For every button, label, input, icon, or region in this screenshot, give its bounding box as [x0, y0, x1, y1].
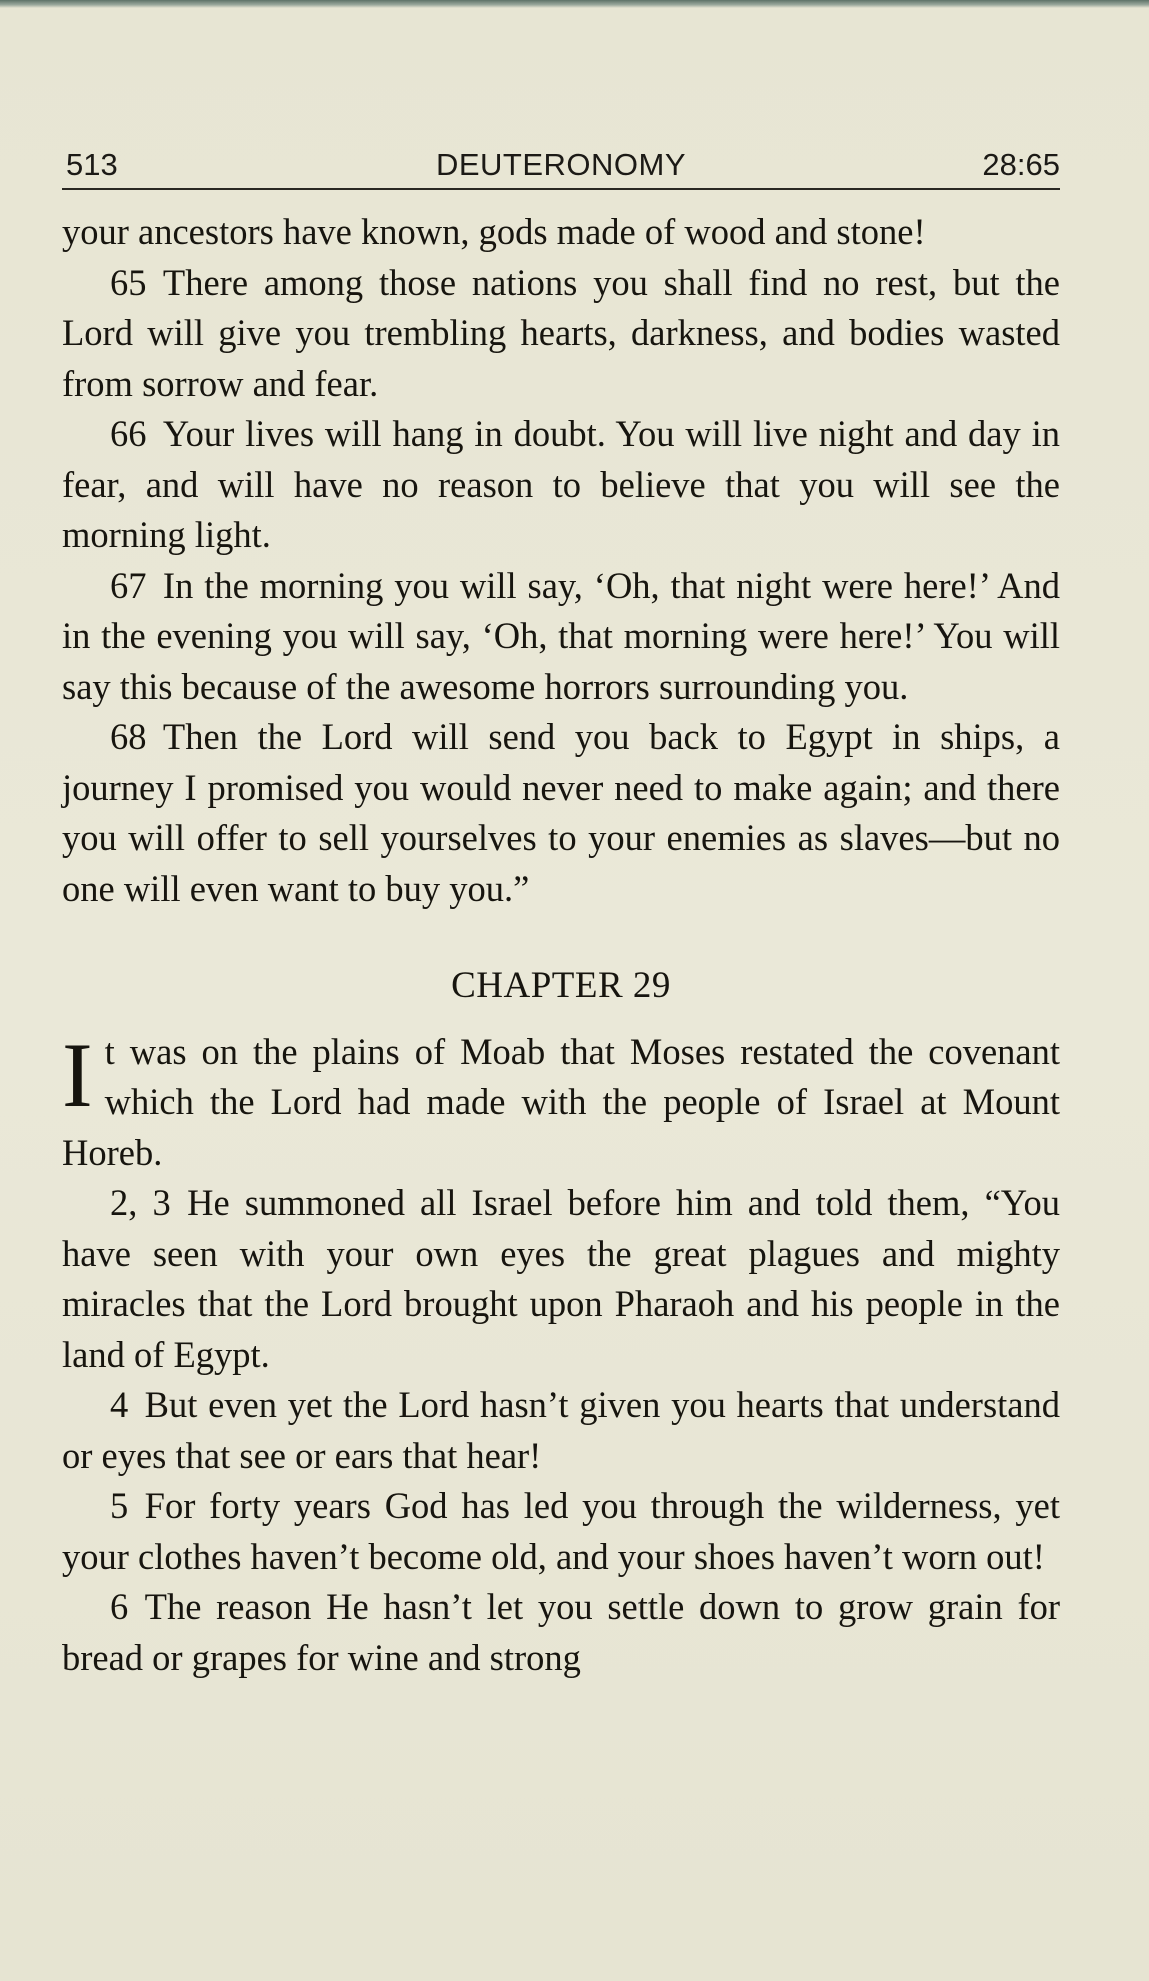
verse-68 — [62, 712, 1060, 914]
verse-2-3 — [62, 1178, 1060, 1380]
drop-cap: I — [62, 1023, 93, 1126]
chapter-heading: CHAPTER 29 — [451, 965, 671, 1006]
verse-67 — [62, 561, 1060, 713]
running-header — [62, 144, 1060, 186]
book-title: DEUTERONOMY — [435, 147, 687, 182]
verse-text: In the morning you will say, ‘Oh, that night were here!’ And in the evening you will say, ‘Oh, that morning were here!’ You will say this because of the awesome horrors surrounding you. — [62, 564, 1060, 707]
verse-number: 65 — [110, 261, 147, 303]
verse-4 — [62, 1380, 1060, 1481]
verse-number: 2, 3 — [110, 1182, 171, 1223]
body-text — [62, 207, 1060, 1683]
continued-paragraph: your ancestors have known, gods made of wood and stone! — [62, 211, 926, 252]
verse-text: For forty years God has led you through the wilderness, yet your clothes haven’t become old, and your shoes haven’t worn out! — [62, 1485, 1060, 1577]
verse-number: 5 — [110, 1485, 129, 1526]
page-number: 513 — [66, 147, 118, 182]
verse-text: Then the Lord will send you back to Egypt in ships, a journey I promised you would never need to make again; and there you will offer to sell yourselves to your enemies as slaves—but no one will even want to buy you.” — [62, 716, 1060, 909]
verse-5 — [62, 1481, 1060, 1582]
chapter-opening-paragraph — [62, 1023, 1060, 1179]
verse-number: 68 — [110, 716, 147, 757]
verse-66 — [62, 409, 1060, 561]
page-top-edge — [0, 0, 1149, 8]
opening-text: t was on the plains of Moab that Moses restated the covenant which the Lord had made with the people of Israel at Mount Horeb. — [62, 1030, 1060, 1173]
verse-number: 4 — [110, 1384, 129, 1425]
verse-number: 67 — [110, 564, 147, 606]
verse-text: The reason He hasn’t let you settle down to grow grain for bread or grapes for wine and strong — [62, 1586, 1060, 1678]
verse-text: Your lives will hang in doubt. You will live night and day in fear, and will have no reason to believe that you will see the morning light. — [62, 413, 1060, 555]
header-rule — [62, 188, 1060, 190]
verse-text: There among those nations you shall find no rest, but the Lord will give you trembling hearts, darkness, and bodies wasted from sorrow and fear. — [62, 261, 1060, 404]
verse-number: 66 — [110, 413, 147, 454]
verse-text: But even yet the Lord hasn’t given you hearts that understand or eyes that see or ears that hear! — [62, 1384, 1060, 1476]
verse-text: He summoned all Israel before him and told them, “You have seen with your own eyes the great plagues and mighty miracles that the Lord brought upon Pharaoh and his people in the land of Egypt. — [62, 1182, 1061, 1375]
verse-65 — [62, 258, 1060, 410]
verse-number: 6 — [110, 1586, 129, 1627]
chapter-verse-reference: 28:65 — [982, 147, 1060, 182]
verse-6 — [62, 1582, 1060, 1683]
